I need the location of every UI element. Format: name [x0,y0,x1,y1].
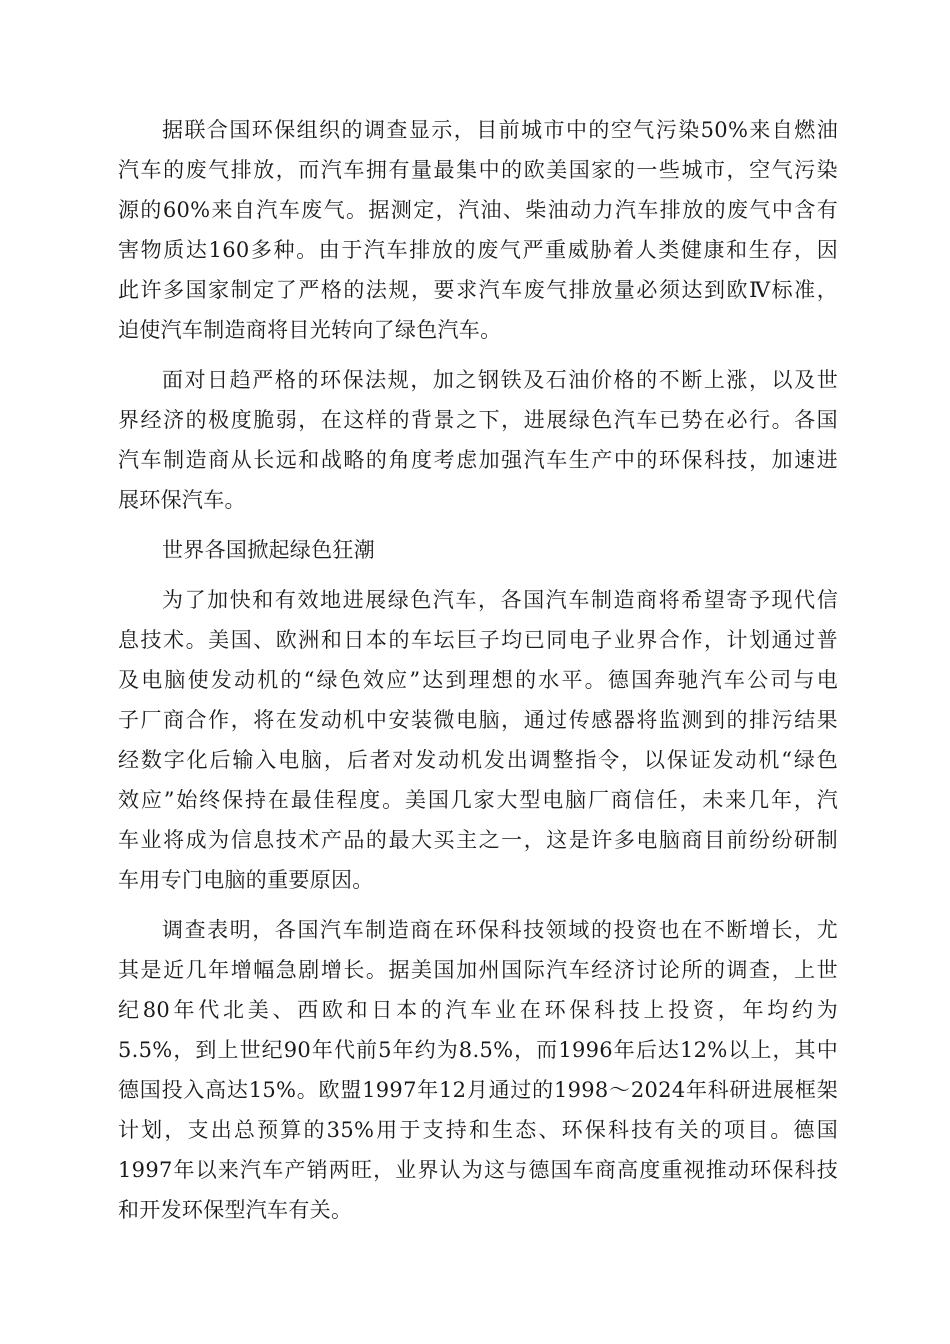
paragraph-1-line-6: 迫使汽车制造商将目光转向了绿色汽车。 [118,318,502,342]
paragraph-3-line-5: 经数字化后输入电脑，后者对发动机发出调整指令，以保证发动机“绿色 [118,748,838,772]
paragraph-3-line-2: 息技术。美国、欧洲和日本的车坛巨子均已同电子业界合作，计划通过普 [118,628,838,652]
paragraph-1-line-2: 汽车的废气排放，而汽车拥有量最集中的欧美国家的一些城市，空气污染 [118,158,838,182]
paragraph-4-line-1: 调查表明，各国汽车制造商在环保科技领域的投资也在不断增长，尤 [162,918,838,942]
paragraph-3-line-3: 及电脑使发动机的“绿色效应”达到理想的水平。德国奔驰汽车公司与电 [118,668,838,692]
paragraph-4-line-7: 1997年以来汽车产销两旺，业界认为这与德国车商高度重视推动环保科技 [118,1158,838,1182]
paragraph-2-line-1: 面对日趋严格的环保法规，加之钢铁及石油价格的不断上涨，以及世 [162,368,838,392]
paragraph-2-line-3: 汽车制造商从长远和战略的角度考虑加强汽车生产中的环保科技，加速进 [118,448,838,472]
paragraph-3-line-7: 车业将成为信息技术产品的最大买主之一，这是许多电脑商目前纷纷研制 [118,828,838,852]
paragraph-1-line-4: 害物质达160多种。由于汽车排放的废气严重威胁着人类健康和生存，因 [118,238,838,262]
paragraph-2-line-4: 展环保汽车。 [118,488,246,512]
paragraph-3-line-1: 为了加快和有效地进展绿色汽车，各国汽车制造商将希望寄予现代信 [162,588,838,612]
paragraph-4-line-5: 德国投入高达15%。欧盟1997年12月通过的1998～2024年科研进展框架 [118,1078,838,1102]
paragraph-1-line-1: 据联合国环保组织的调查显示，目前城市中的空气污染50%来自燃油 [162,118,838,142]
paragraph-1-line-3: 源的60%来自汽车废气。据测定，汽油、柴油动力汽车排放的废气中含有 [118,198,838,222]
paragraph-4-line-2: 其是近几年增幅急剧增长。据美国加州国际汽车经济讨论所的调查，上世 [118,958,838,982]
paragraph-4-line-8: 和开发环保型汽车有关。 [118,1198,353,1222]
paragraph-1-line-5: 此许多国家制定了严格的法规，要求汽车废气排放量必须达到欧Ⅳ标准， [118,278,838,302]
paragraph-3-line-4: 子厂商合作，将在发动机中安装微电脑，通过传感器将监测到的排污结果 [118,708,838,732]
paragraph-2-line-2: 界经济的极度脆弱，在这样的背景之下，进展绿色汽车已势在必行。各国 [118,408,838,432]
paragraph-3-line-6: 效应”始终保持在最佳程度。美国几家大型电脑厂商信任，未来几年，汽 [118,788,838,812]
paragraph-3-line-8: 车用专门电脑的重要原因。 [118,868,374,892]
paragraph-4-line-3: 纪80年代北美、西欧和日本的汽车业在环保科技上投资，年均约为 [118,998,838,1022]
paragraph-4-line-4: 5.5%，到上世纪90年代前5年约为8.5%，而1996年后达12%以上，其中 [118,1038,838,1062]
section-heading: 世界各国掀起绿色狂潮 [162,538,375,562]
paragraph-4-line-6: 计划，支出总预算的35%用于支持和生态、环保科技有关的项目。德国 [118,1118,838,1142]
